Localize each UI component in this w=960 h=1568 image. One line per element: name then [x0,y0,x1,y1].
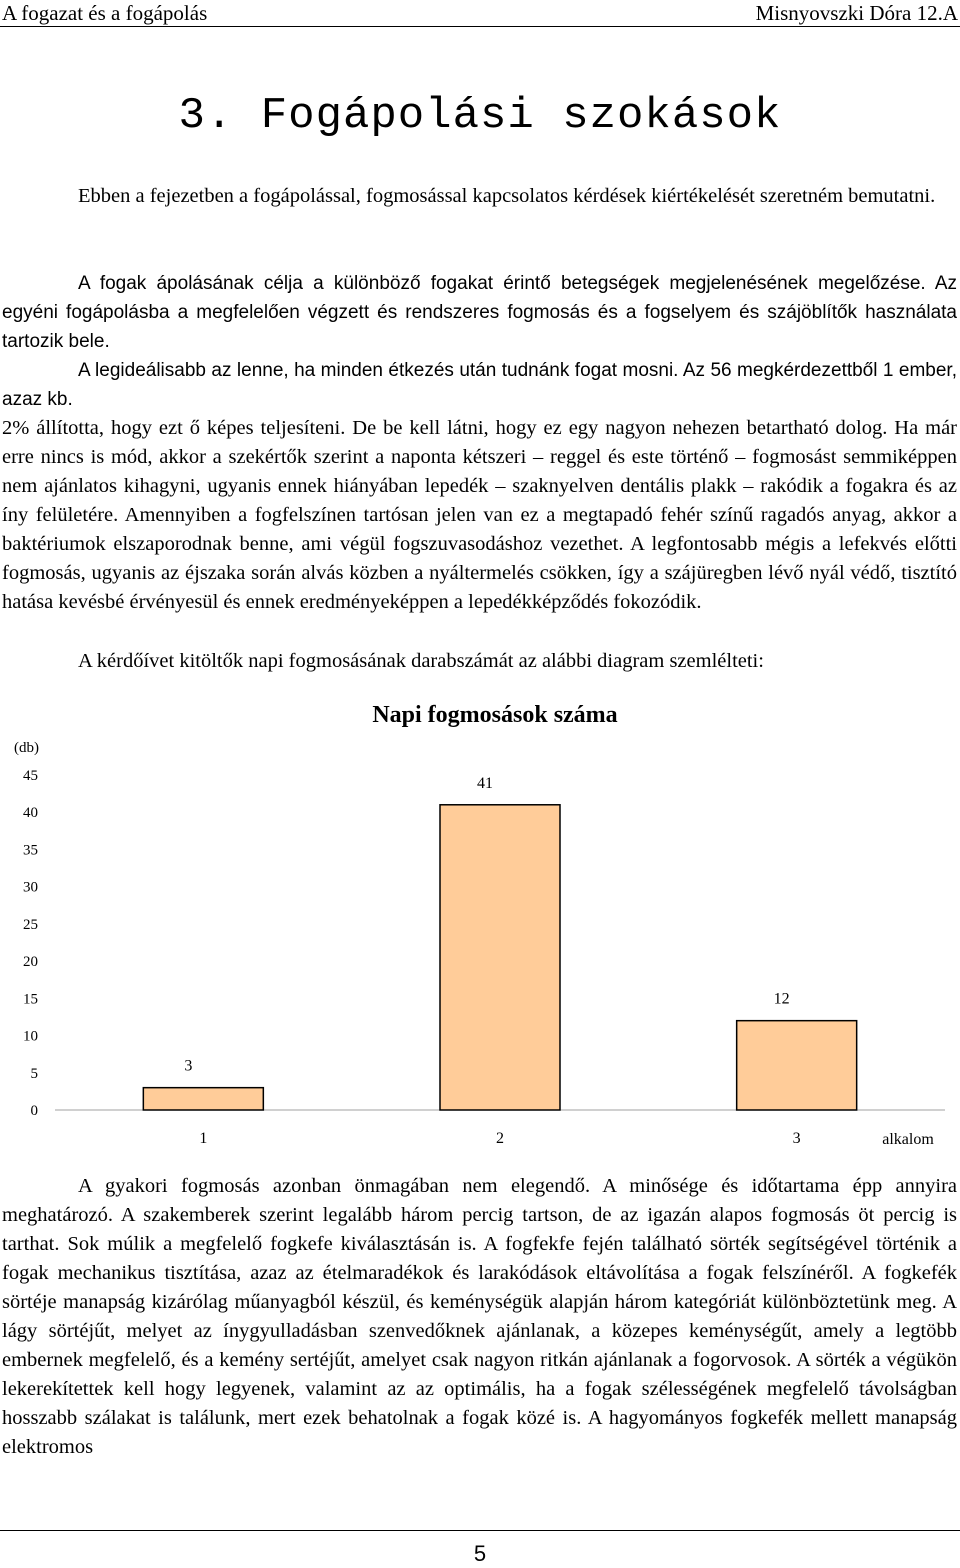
x-tick-label: 2 [496,1130,504,1147]
y-tick-label: 45 [23,768,38,784]
y-tick-label: 15 [23,991,38,1008]
y-tick-label: 0 [30,1103,38,1119]
paragraph-after-chart: A gyakori fogmosás azonban önmagában nem elegendő. A minősége és időtartama épp annyira meghatározó. A szakemberek szerint legalább három percig tartson, de az igazán alapos fogmosás öt percig is tarthat. Sok múlik a megfelelő fogkefe kiválasztásán is. A fogfekfe fején található sörték segítségével történik a fogak mechanikus tisztítása, azaz az ételmaradékok és larakódások eltávolítása a fogak felszínéről. A fogkefék sörtéje manapság kizárólag műanyagból készül, és keménységük alapján három kategóriát különböztetünk meg. A lágy sörtéjűt, melyet az ínygyulladásban szenvedőknek ajánlanak, a közepes keménységűt, amely a legtöbb embernek megfelelő, és a kemény sertéjűt, amelyet csak nagyon ritkán ajánlanak a fogorvosok. A sörték a végükön lekerekítettek kell hogy legyenek, valamint az az optimális, ha a fogak szélességének megfelelő távolságban hosszabb szálakat is találunk, mert ezek behatolnak a fogak közé is. A hagyományos fogkefék mellett manapság elektromos [2,1175,957,1458]
page-header [0,0,960,27]
footer-divider [0,1530,960,1531]
y-axis-label: (db) [14,740,39,756]
y-tick-label: 30 [23,879,38,896]
paragraph-ideal-sans: A legideálisabb az lenne, ha minden étkezés után tudnánk fogat mosni. Az 56 megkérdezettből 1 ember, azaz kb. [2,360,957,410]
x-tick-label: 3 [792,1130,801,1147]
data-label: 3 [184,1057,193,1075]
y-tick-label: 20 [23,954,38,971]
x-tick-label: 1 [199,1130,208,1147]
bar [143,1088,263,1110]
chart-title: Napi fogmosások száma [372,702,618,728]
y-tick-label: 35 [23,842,38,859]
y-tick-label: 5 [30,1065,38,1082]
y-tick-label: 25 [23,916,38,933]
x-axis-label: alkalom [882,1131,934,1148]
page-number: 5 [473,1541,487,1566]
y-tick-label: 10 [23,1028,38,1045]
paragraph-intro: Ebben a fejezetben a fogápolással, fogmosással kapcsolatos kérdések kiértékelését szeretném bemutatni. [78,185,936,207]
paragraph-ideal-text: 2% állította, hogy ezt ő képes teljesíteni. De be kell látni, hogy ez egy nagyon nehezen betartható dolog. Ha már erre nincs is mód, akkor a szekértők szerint a naponta kétszeri – reggel és este történő – fogmosást semmiképpen nem ajánlatos kihagyni, ugyanis ennek hiányában lepedék – szaknyelven dentális plakk – rakódik a fogakra és az íny felületére. Amennyiben a fogfelszínen tartósan jelen van ez a megtapadó fehér színű ragadós anyag, akkor a baktériumok elszaporodnak benne, ami végül fogszuvasodáshoz vezethet. A legfontosabb mégis a lefekvés előtti fogmosás, ugyanis az éjszaka során alvás közben a nyáltermelés csökken, így a szájüregben lévő nyál védő, tisztító hatása kevésbé érvényesül és ennek eredményeképpen a lepedékképződés fokozódik. [2,417,957,613]
bar-chart [0,690,960,1160]
bar [440,805,560,1110]
paragraph-ideal [2,414,957,617]
y-tick-label: 40 [23,805,38,822]
paragraph-chart-intro: A kérdőívet kitöltők napi fogmosásának darabszámát az alábbi diagram szemlélteti: [78,650,764,672]
data-label: 41 [477,774,493,792]
chart-canvas [0,690,960,1160]
data-label: 12 [773,990,790,1008]
paragraph-purpose: A fogak ápolásának célja a különböző fogakat érintő betegségek megjelenésének megelőzése. Az egyéni fogápolásba a megfelelően végzett és rendszeres fogmosás és a fogselyem és szájöblítők használata tartozik bele. [2,273,957,352]
bar [737,1021,857,1110]
chapter-title: 3. Fogápolási szokások [178,91,782,141]
header-document-title: A fogazat és a fogápolás [2,1,208,25]
header-author: Misnyovszki Dóra 12.A [755,1,958,25]
